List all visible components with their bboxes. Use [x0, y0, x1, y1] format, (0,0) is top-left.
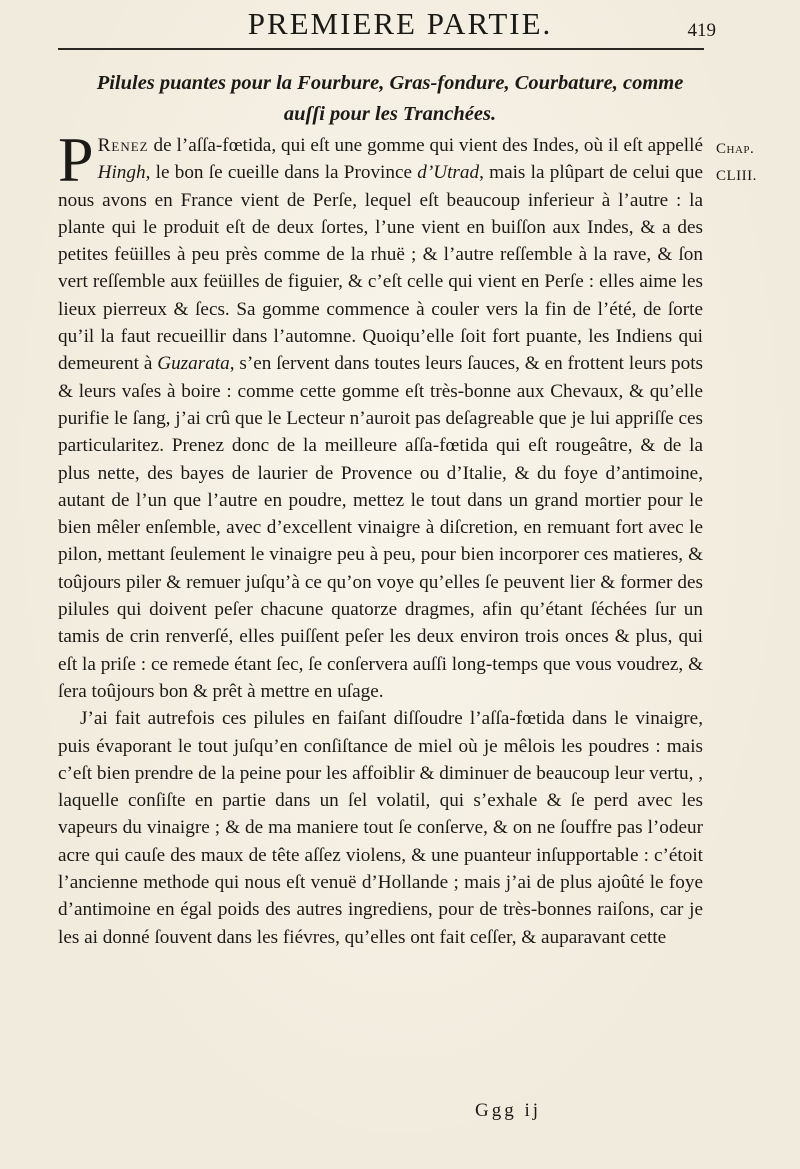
paragraph-1-part-1: de l’aſſa-fœtida, qui eſt une gomme qui vient des Indes, où il eſt appellé: [148, 135, 703, 156]
margin-note-number: CLIII.: [716, 168, 757, 184]
margin-note: [716, 136, 786, 190]
paragraph-1-part-3: , mais la plûpart de celui que nous avons en France vient de Perſe, lequel eſt beaucoup inferieur à l’autre : la plante qui le produit eſt de deux ſortes, l’une vient en buiſſon aux Indes, & a des petites feüilles à peu près comme de la rhuë ; & l’autre reſſemble à la rave, & ſon vert reſſemble aux feüilles de figuier, & c’eſt celle qui vient en Perſe : elles aime les lieux pierreux & ſecs. Sa gomme commence à couler vers la fin de l’été, de ſorte qu’il la faut recueillir dans l’automne. Quoiqu’elle ſoit fort puante, les Indiens qui demeurent à: [58, 162, 703, 375]
chapter-title-line-1: Pilules puantes pour la Fourbure, Gras-fondure, Courbature, comme: [96, 72, 684, 94]
header-rule: [58, 48, 704, 50]
paragraph-1-part-4: , s’en ſervent dans toutes leurs ſauces, & en frottent leurs pots & leurs vaſes à boire : comme cette gomme eſt très-bonne aux Chevaux, & qu’elle purifie le ſang, j’ai crû que le Lecteur n’auroit pas deſagreable que je lui appriſſe ces particularitez. Prenez donc de la meilleure aſſa-fœtida qui eſt rougeâtre, & de la plus nette, des bayes de laurier de Provence ou d’Italie, & du foye d’antimoine, autant de l’un que l’autre en poudre, mettez le tout dans un grand mortier pour le bien mêler enſemble, avec d’excellent vinaigre à diſcretion, en remuant fort avec le pilon, mettant ſeulement le vinaigre peu à peu, pour bien incorporer ces matieres, & toûjours piler & remuer juſqu’à ce qu’on voye qu’elles ſe peuvent lier & former des pilules qui doivent peſer chacune quatorze dragmes, afin qu’étant ſéchées ſur un tamis de crin renverſé, elles puiſſent peſer les deux environ trois onces & plus, qui eſt la priſe : ce remede étant ſec, ſe conſervera auſſi long-temps que vous voudrez, & ſera toûjours bon & prêt à mettre en uſage.: [58, 353, 703, 702]
signature-mark: Ggg ij: [475, 1100, 542, 1121]
margin-note-chap: Chap.: [716, 141, 755, 157]
opening-word: Renez: [97, 135, 149, 156]
term-hingh: Hingh: [97, 162, 146, 184]
paragraph-1-part-2: , le bon ſe cueille dans la Province: [145, 162, 418, 184]
drop-cap: P: [58, 124, 94, 195]
body-text: [58, 124, 703, 951]
term-utrad: d’Utrad: [417, 162, 480, 184]
paragraph-1: [58, 124, 703, 705]
paragraph-2: J’ai fait autrefois ces pilules en faiſant diſſoudre l’aſſa-fœtida dans le vinaigre, puis évaporant le tout juſqu’en conſiſtance de miel où je mêlois les poudres : mais c’eſt bien prendre de la peine pour les affoiblir & diminuer de beaucoup leur vertu, , laquelle conſiſte en partie dans un ſel volatil, qui s’exhale & ſe perd avec les vapeurs du vinaigre ; & de ma maniere tout ſe conſerve, & on ne ſouffre pas l’odeur acre qui cauſe des maux de tête aſſez violens, & une puanteur inſupportable : c’étoit l’ancienne methode qui nous eſt venuë d’Hollande ; mais j’ai de plus ajoûté le foye d’antimoine en égal poids des autres ingrediens, pour de très-bonnes raiſons, car je les ai donné ſouvent dans les fiévres, qu’elles ont fait ceſſer, & auparavant cette: [58, 708, 703, 948]
chapter-title: [70, 68, 710, 130]
running-head: PREMIERE PARTIE.: [247, 6, 553, 41]
page-number: 419: [687, 20, 716, 41]
chapter-title-line-2: auſſi pour les Tranchées.: [283, 103, 497, 125]
term-guzarata: Guzarata: [157, 353, 230, 375]
